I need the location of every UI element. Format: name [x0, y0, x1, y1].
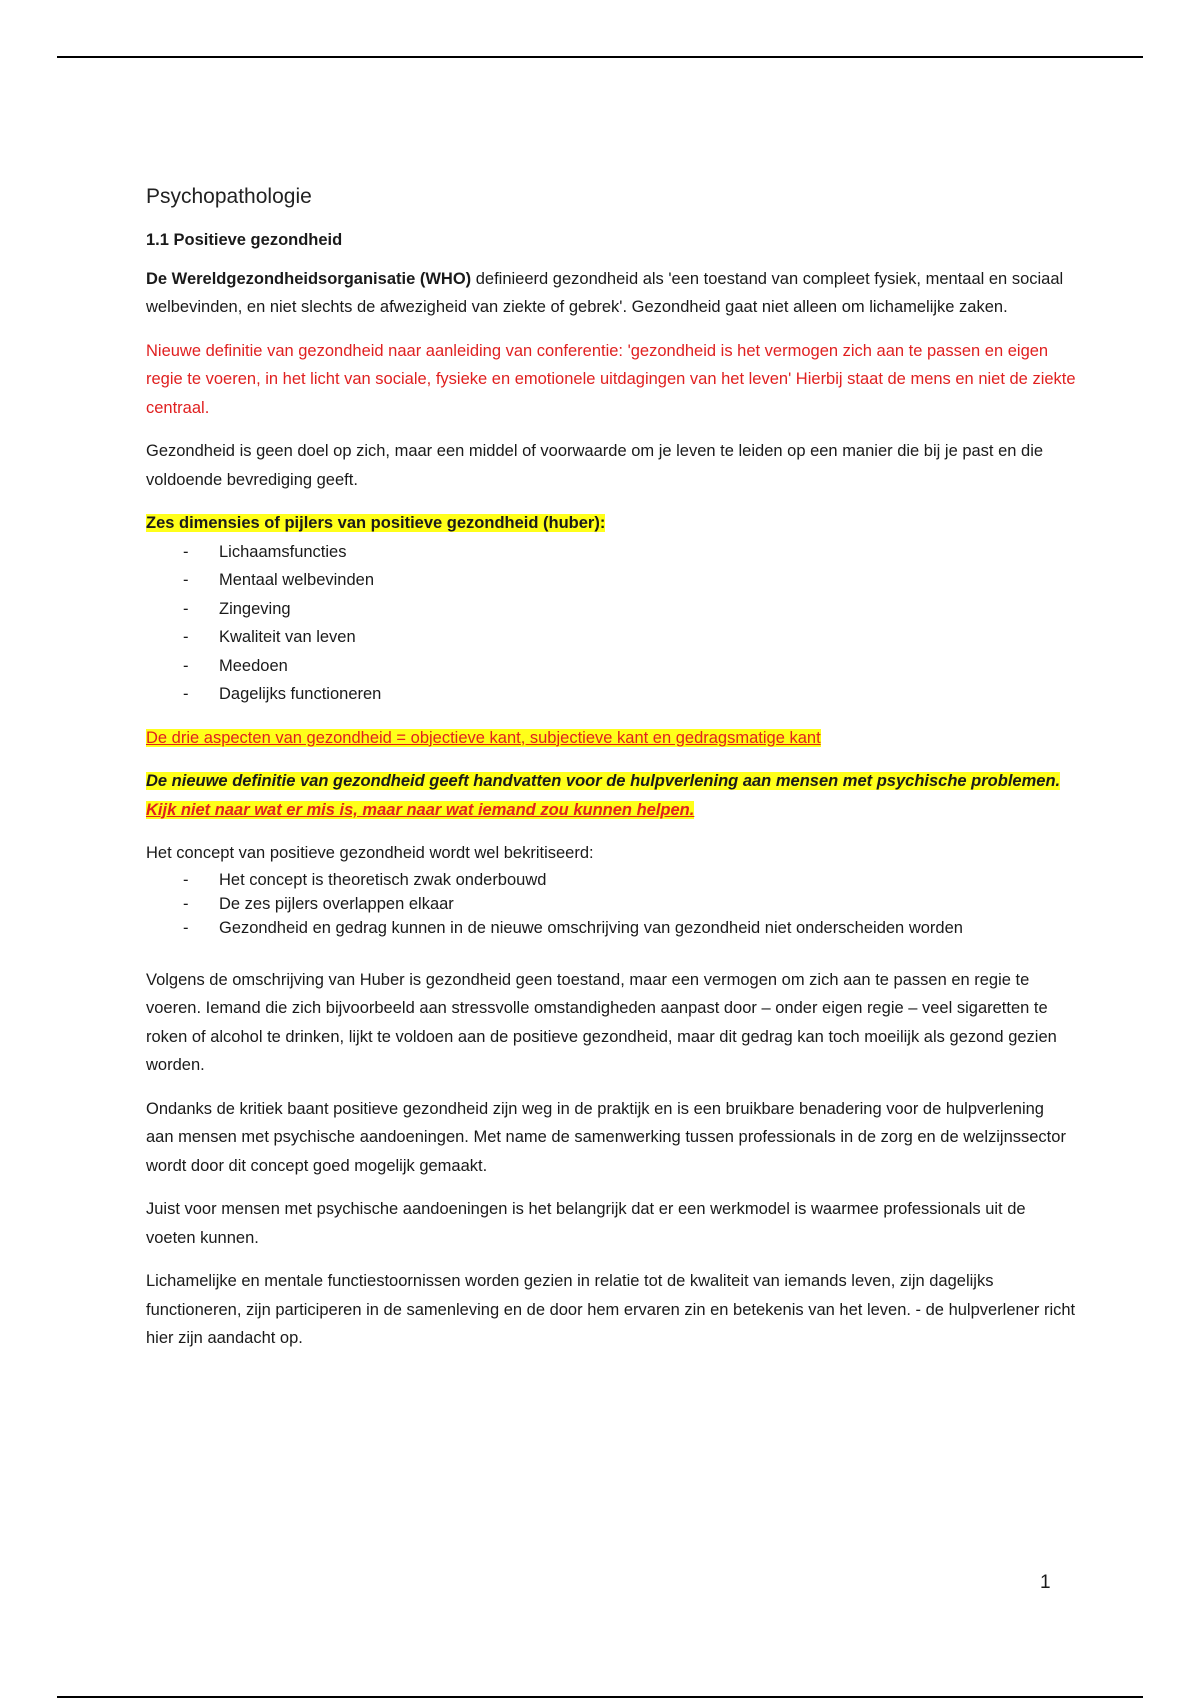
header-rule	[57, 56, 1143, 58]
list-item: - De zes pijlers overlappen elkaar	[146, 892, 1076, 916]
criticism-intro: Het concept van positieve gezondheid wordt wel bekritiseerd:	[146, 844, 594, 862]
page-content	[146, 184, 1076, 1368]
list-item: - Meedoen	[146, 652, 1076, 681]
who-paragraph	[146, 265, 1076, 322]
document-title: Psychopathologie	[146, 185, 312, 208]
ondanks-paragraph: Ondanks de kritiek baant positieve gezondheid zijn weg in de praktijk en is een bruikbare benadering voor de hulpverlening aan mensen met psychische aandoeningen. Met name de samenwerking tussen professionals in de zorg en de welzijnssector wordt door dit concept goed mogelijk gemaakt.	[146, 1099, 1066, 1175]
who-text: definieerd gezondheid als 'een toestand van compleet fysiek, mentaal en sociaal welbevinden, en niet slechts de afwezigheid van ziekte of gebrek'. Gezondheid gaat niet alleen om lichamelijke zaken.	[146, 269, 1064, 316]
list-item: - Mentaal welbevinden	[146, 566, 1076, 595]
juist-paragraph: Juist voor mensen met psychische aandoeningen is het belangrijk dat er een werkmodel is waarmee professionals uit de voeten kunnen.	[146, 1200, 1026, 1247]
list-item: - Dagelijks functioneren	[146, 680, 1076, 709]
who-bold-lead: De Wereldgezondheidsorganisatie (WHO)	[146, 269, 472, 288]
lichamelijke-paragraph: Lichamelijke en mentale functiestoornissen worden gezien in relatie tot de kwaliteit van iemands leven, zijn dagelijks functioneren, zijn participeren in de samenleving en de door hem ervaren zin en betekenis van het leven. - de hulpverlener richt hier zijn aandacht op.	[146, 1272, 1076, 1347]
new-definition-paragraph: Nieuwe definitie van gezondheid naar aanleiding van conferentie: 'gezondheid is het vermogen zich aan te passen en eigen regie te voeren, in het licht van sociale, fysieke en emotionele uitdagingen van het leven' Hierbij staat de mens en niet de ziekte centraal.	[146, 341, 1076, 417]
three-aspects-text: De drie aspecten van gezondheid = objectieve kant, subjectieve kant en gedragsmatige kant	[146, 728, 821, 747]
footer-rule	[57, 1696, 1143, 1698]
criticism-list	[146, 868, 1076, 940]
list-item: - Het concept is theoretisch zwak onderbouwd	[146, 868, 1076, 892]
list-item: - Lichaamsfuncties	[146, 538, 1076, 567]
goal-paragraph: Gezondheid is geen doel op zich, maar een middel of voorwaarde om je leven te leiden op een manier die bij je past en die voldoende bevrediging geeft.	[146, 442, 1044, 489]
page-number: 1	[1040, 1572, 1051, 1593]
three-aspects-paragraph	[146, 724, 1076, 753]
handvatten-bold-text: De nieuwe definitie van gezondheid geeft handvatten voor de hulpverlening aan mensen met psychische problemen.	[146, 772, 1061, 790]
dimensions-heading-text: Zes dimensies of pijlers van positieve gezondheid (huber):	[146, 514, 606, 532]
list-item: - Zingeving	[146, 595, 1076, 624]
dimensions-list	[146, 538, 1076, 709]
huber-paragraph: Volgens de omschrijving van Huber is gezondheid geen toestand, maar een vermogen om zich aan te passen en regie te voeren. Iemand die zich bijvoorbeeld aan stressvolle omstandigheden aanpast door – onder eigen regie – veel sigaretten te roken of alcohol te drinken, lijkt te voldoen aan de positieve gezondheid, maar dit gedrag kan toch moeilijk als gezond gezien worden.	[146, 970, 1057, 1074]
list-item: - Gezondheid en gedrag kunnen in de nieuwe omschrijving van gezondheid niet onderscheiden worden	[146, 916, 1076, 940]
list-item: - Kwaliteit van leven	[146, 623, 1076, 652]
handvatten-paragraph	[146, 767, 1076, 824]
dimensions-heading	[146, 509, 1076, 538]
handvatten-red-text: Kijk niet naar wat er mis is, maar naar wat iemand zou kunnen helpen.	[146, 800, 695, 819]
section-heading: 1.1 Positieve gezondheid	[146, 231, 343, 249]
